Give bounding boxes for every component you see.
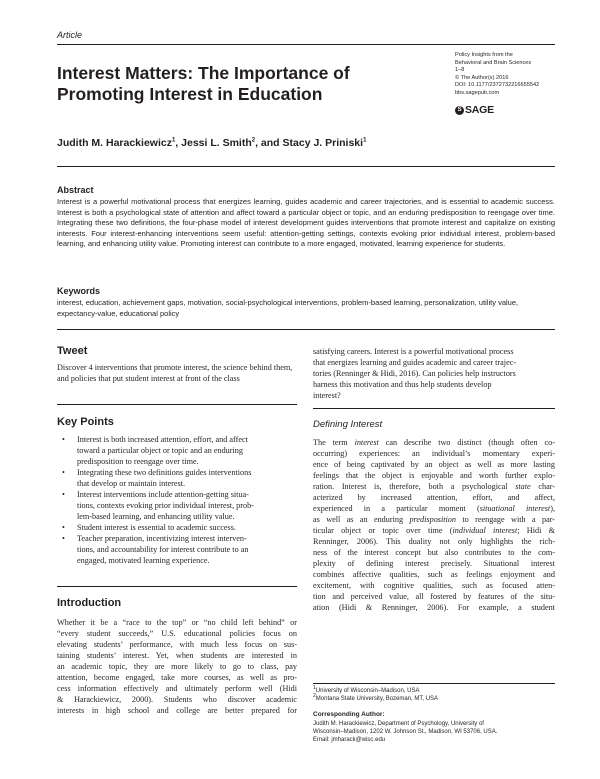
text-run: as well as an enduring bbox=[313, 515, 410, 524]
text-line bbox=[313, 547, 555, 558]
text-line bbox=[313, 448, 555, 459]
text-line: that energizes learning and guides academic and career trajec- bbox=[313, 358, 517, 367]
text-line: attention, become engaged, take more courses, as well as pro- bbox=[57, 673, 297, 682]
text-line: tories (Renninger & Hidi, 2016). Can policies help instructors bbox=[313, 369, 516, 378]
text-run: combines affective qualities, such as feelings enjoyment and bbox=[313, 570, 555, 579]
affiliation: $^2$Montana State University, Bozeman, MT, USA bbox=[313, 693, 439, 703]
author-affiliation-mark: 1 bbox=[171, 137, 176, 144]
journal-info bbox=[455, 52, 565, 98]
keywords-heading: Keywords bbox=[57, 286, 101, 296]
key-points-list bbox=[62, 434, 297, 566]
corresponding-author-details bbox=[313, 720, 555, 745]
key-point-item: • Student interest is essential to academic success. bbox=[62, 522, 297, 533]
text-line: an academic topic, they are more likely to go to class, pay bbox=[57, 662, 297, 671]
author-name: Stacy J. Priniski bbox=[282, 137, 364, 149]
author-affiliation-mark: 1 bbox=[363, 137, 367, 144]
text-run: excitement, with cognitive qualities, such as focused atten- bbox=[313, 581, 555, 590]
tweet-heading: Tweet bbox=[57, 345, 88, 357]
italic-term: situational interest bbox=[479, 504, 551, 513]
text-line bbox=[313, 525, 555, 536]
affiliations bbox=[313, 687, 555, 703]
journal-line: Behavioral and Brain Sciences bbox=[455, 59, 532, 66]
text-line: Whether it be a “race to the top” or “no child left behind” or bbox=[57, 618, 297, 627]
sage-mark-icon: S bbox=[455, 106, 464, 115]
corresponding-line: Judith M. Harackiewicz, Department of Psychology, University of bbox=[313, 721, 484, 727]
abstract-text: Interest is a powerful motivational process that energizes learning, guides academic and career trajectories, and is essential to academic success. Interest is both a psychological state of attention and affect toward a particular object or topic, and an enduring predisposition to reengage over time. Integrating these two definitions, the four-phase model of interest development guides interventions that promote interest and capitalize on existing interests. Four interest-enhancing interventions seem useful: attention-getting settings, contexts evoking prior individual interest, problem-based learning, and enhancing utility value. Promoting interest can contribute to a more engaged, motivated, learning experience for students. bbox=[57, 197, 555, 248]
divider bbox=[57, 586, 297, 587]
top-rule bbox=[57, 44, 555, 45]
text-line bbox=[313, 503, 555, 514]
divider bbox=[57, 404, 297, 405]
journal-line: © The Author(s) 2016 bbox=[455, 74, 509, 81]
author-separator: , bbox=[175, 137, 182, 149]
introduction-heading: Introduction bbox=[57, 597, 122, 609]
italic-term: predisposition bbox=[409, 515, 456, 524]
text-line: interests in high school and college are better prepared for bbox=[57, 706, 297, 715]
text-run: char- bbox=[530, 482, 555, 491]
text-run: plexity of defining interest precisely. Situational interest bbox=[313, 559, 555, 568]
key-point-item: • Teacher preparation, incentivizing interest interven- tions, and accountability for interest contribute to an engaged, motivated learning experience. bbox=[62, 533, 297, 566]
journal-url[interactable]: bbs.sagepub.com bbox=[455, 89, 500, 96]
text-line bbox=[313, 569, 555, 580]
key-point-item: • Integrating these two definitions guides interventions that develop or maintain interest. bbox=[62, 467, 297, 489]
author-name: Judith M. Harackiewicz bbox=[57, 137, 172, 149]
text-line: taining students’ interest. Yet, when students are interested in bbox=[57, 651, 297, 660]
key-point-item: • Interest is both increased attention, effort, and affect toward a particular object or topic and an enduring predisposition to reengage over time. bbox=[62, 434, 297, 467]
affiliation: $^1$University of Wisconsin–Madison, USA bbox=[313, 685, 420, 694]
defining-interest-heading: Defining Interest bbox=[313, 419, 383, 430]
text-line bbox=[313, 580, 555, 591]
text-line bbox=[313, 602, 555, 613]
italic-term: interest bbox=[354, 438, 379, 447]
key-points-heading: Key Points bbox=[57, 416, 114, 428]
text-run: acterized by increased attention, effort, and affect, bbox=[313, 493, 555, 502]
text-line: interest? bbox=[313, 391, 341, 400]
divider bbox=[57, 166, 555, 167]
article-title: Interest Matters: The Importance of Promoting Interest in Education bbox=[57, 63, 350, 104]
text-line bbox=[313, 591, 555, 602]
text-line bbox=[313, 558, 555, 569]
abstract-heading: Abstract bbox=[57, 185, 94, 195]
text-run: feelings that the object is enjoyable and worth further explo- bbox=[313, 471, 555, 480]
text-line bbox=[313, 514, 555, 525]
text-line bbox=[313, 481, 555, 492]
corresponding-email[interactable]: Email: jmharack@wisc.edu bbox=[313, 737, 386, 744]
introduction-continued-text bbox=[313, 346, 555, 401]
text-run: occurring) experiences: an individual’s momentary experi- bbox=[313, 449, 555, 458]
text-run: ation (Hidi & Renninger, 2006). For example, a student bbox=[313, 603, 555, 612]
keywords-text: interest, education, achievement gaps, motivation, social-psychological interventions, problem-based learning, personalization, utility value, expectancy-value, educational policy bbox=[57, 298, 519, 318]
sage-logo bbox=[455, 104, 494, 116]
text-line: & Harackiewicz, 2000). Students who discover academic bbox=[57, 695, 297, 704]
text-run: can describe two distinct (though often co- bbox=[378, 438, 555, 447]
text-line: “every student succeeds,” U.S. educational policies focus on bbox=[57, 629, 297, 638]
text-run: Renninger, 2006). This duality not only highlights the rich- bbox=[313, 537, 555, 546]
text-run: The term bbox=[313, 438, 355, 447]
defining-interest-text bbox=[313, 437, 555, 613]
text-run: to reengage with a par- bbox=[456, 515, 555, 524]
text-line bbox=[313, 470, 555, 481]
text-line bbox=[313, 459, 555, 470]
divider bbox=[313, 408, 555, 409]
journal-line: Policy Insights from the bbox=[455, 52, 513, 58]
text-run: ), bbox=[550, 504, 555, 513]
footnote-rule bbox=[313, 683, 555, 684]
introduction-text bbox=[57, 617, 297, 716]
article-type-label: Article bbox=[57, 30, 83, 40]
text-line bbox=[313, 492, 555, 503]
journal-line: 1–8 bbox=[455, 67, 465, 74]
text-line bbox=[313, 437, 555, 448]
text-line: cess information effectively and ultimately perform well (Hidi bbox=[57, 684, 297, 693]
text-line: harness this motivation and thus help students develop bbox=[313, 380, 492, 389]
author-list bbox=[57, 137, 366, 149]
text-run: ence of being captivated by an object as well as more lasting bbox=[313, 460, 555, 469]
key-point-item: • Interest interventions include attention-getting situa- tions, contexts evoking prior individual interest, prob- lem-based learning, and enhancing utility value. bbox=[62, 489, 297, 522]
text-line: elevating students’ performance, with much less focus on sus- bbox=[57, 640, 297, 649]
text-line bbox=[313, 536, 555, 547]
italic-term: individual interest bbox=[452, 526, 518, 535]
text-run: ; Hidi & bbox=[517, 526, 555, 535]
author-affiliation-mark: 2 bbox=[251, 137, 256, 144]
corresponding-author-heading: Corresponding Author: bbox=[313, 711, 385, 718]
text-run: ticular object or topic over time ( bbox=[313, 526, 453, 535]
text-run: ness of the interest concept but also contributes to the com- bbox=[313, 548, 555, 557]
publisher-name: SAGE bbox=[465, 104, 494, 116]
text-run: ration. Interest is, therefore, both a psychological bbox=[313, 482, 516, 491]
author-separator: , and bbox=[255, 137, 283, 149]
text-run: tion and perceived value, all fostered by features of the situ- bbox=[313, 592, 555, 601]
tweet-text: Discover 4 interventions that promote interest, the science behind them, and policies that put student interest at front of the class bbox=[57, 363, 293, 383]
doi: DOI: 10.1177/2372732216655542 bbox=[455, 82, 540, 89]
corresponding-line: Wisconsin–Madison, 1202 W. Johnson St., Madison, WI 53706, USA. bbox=[313, 729, 498, 736]
author-name: Jessi L. Smith bbox=[181, 137, 252, 149]
italic-term: state bbox=[515, 482, 531, 491]
text-run: experienced in a particular moment ( bbox=[313, 504, 480, 513]
divider bbox=[57, 329, 555, 330]
text-line: satisfying careers. Interest is a powerful motivational process bbox=[313, 347, 514, 356]
